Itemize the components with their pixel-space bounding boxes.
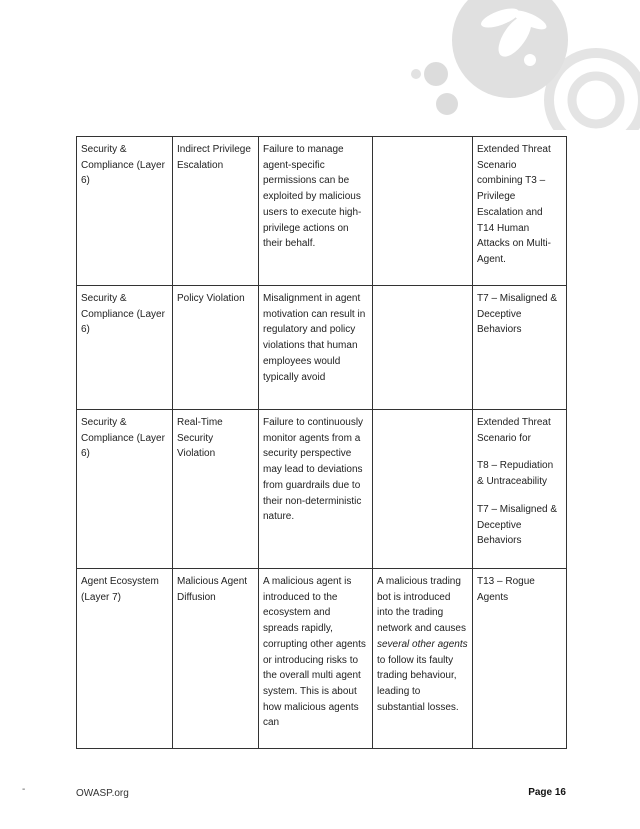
threat-cell: Real-Time Security Violation <box>173 410 259 569</box>
table-row <box>77 569 567 749</box>
description-cell: Failure to continuously monitor agents from a security perspective may lead to deviations from guardrails due to their non-deterministic nature. <box>259 410 373 569</box>
layer-cell: Security & Compliance (Layer 6) <box>77 137 173 286</box>
mapping-text: Extended Threat Scenario for <box>477 417 551 444</box>
description-cell: Misalignment in agent motivation can result in regulatory and policy violations that human employees would typically avoid <box>259 286 373 410</box>
layer-cell: Security & Compliance (Layer 6) <box>77 286 173 410</box>
layer-cell: Agent Ecosystem (Layer 7) <box>77 569 173 749</box>
table-row <box>77 137 567 286</box>
threat-mapping-table <box>76 136 567 749</box>
page-number: Page 16 <box>528 787 566 798</box>
decorative-dot-small <box>411 69 421 79</box>
owasp-logo-watermark <box>0 0 640 130</box>
decorative-dot-large <box>424 62 448 86</box>
decorative-ring-outer <box>549 53 640 130</box>
decorative-dot-medium <box>436 93 458 115</box>
example-emphasis: several other agents <box>377 638 468 650</box>
threat-cell: Policy Violation <box>173 286 259 410</box>
example-cell <box>373 410 473 569</box>
threat-cell: Malicious Agent Diffusion <box>173 569 259 749</box>
example-text: to follow its faulty trading behaviour, leading to substantial losses. <box>377 654 459 713</box>
decorative-ring-inner <box>572 76 620 124</box>
threat-cell: Indirect Privilege Escalation <box>173 137 259 286</box>
example-cell <box>373 286 473 410</box>
description-cell: Failure to manage agent-specific permissions can be exploited by malicious users to execute high-privilege actions on their behalf. <box>259 137 373 286</box>
mapping-cell <box>473 569 567 749</box>
footer-dash: - <box>22 784 26 795</box>
mapping-text: Extended Threat Scenario combining T3 – Privilege Escalation and T14 Human Attacks on Multi-Agent. <box>477 144 551 265</box>
mapping-text: T7 – Misaligned & Deceptive Behaviors <box>477 503 558 547</box>
description-cell: A malicious agent is introduced to the ecosystem and spreads rapidly, corrupting other agents or introducing risks to the overall multi agent system. This is about how malicious agents can <box>259 569 373 749</box>
table-row <box>77 286 567 410</box>
example-cell <box>373 137 473 286</box>
mapping-text: T8 – Repudiation & Untraceability <box>477 460 554 488</box>
mapping-cell <box>473 410 567 569</box>
mapping-text: T13 – Rogue Agents <box>477 576 535 603</box>
mapping-cell <box>473 286 567 410</box>
mapping-cell <box>473 137 567 286</box>
layer-cell: Security & Compliance (Layer 6) <box>77 410 173 569</box>
mapping-text: T7 – Misaligned & Deceptive Behaviors <box>477 293 558 336</box>
footer-site-link[interactable]: OWASP.org <box>76 788 129 799</box>
example-text: A malicious trading bot is introduced into the trading network and causes <box>377 576 466 635</box>
example-cell <box>373 569 473 749</box>
table-row <box>77 410 567 569</box>
